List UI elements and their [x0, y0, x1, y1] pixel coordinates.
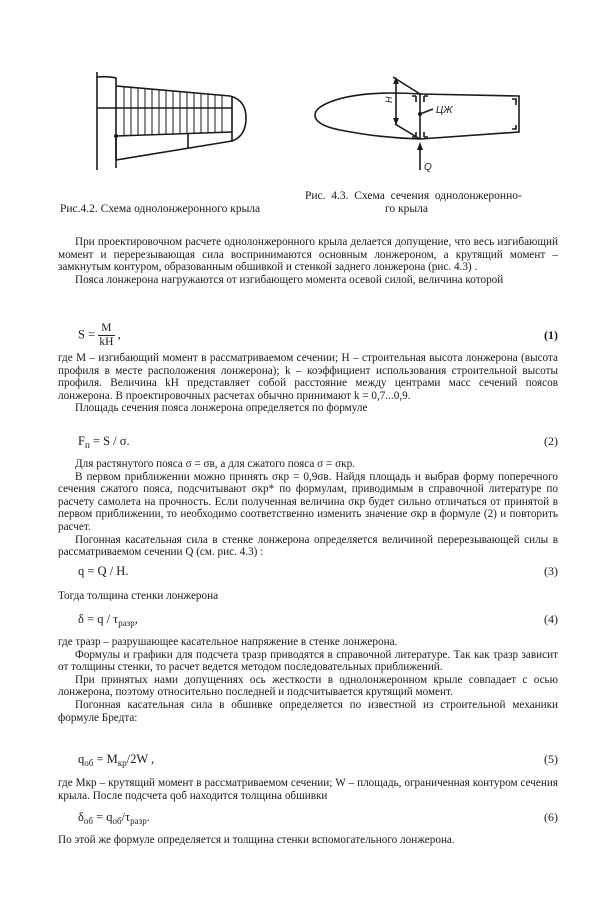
equation-5 — [58, 748, 558, 774]
text-block-5 — [58, 636, 558, 724]
eq1-lhs: S = — [78, 327, 96, 342]
paragraph-5: Для растянутого пояса σ = σв, а для сжатого пояса σ = σкр. — [75, 458, 355, 470]
text-block-3 — [58, 458, 558, 559]
eq6-main: δ — [78, 810, 84, 824]
text-block-4 — [58, 590, 558, 603]
label-center-of-rigidity: ЦЖ — [436, 105, 453, 116]
eq6-number: (6) — [544, 810, 558, 824]
figure-4-3-caption-line2: го крыла — [385, 203, 428, 215]
eq5-main: q — [78, 752, 85, 766]
eq2-number: (2) — [544, 434, 558, 448]
eq4-rest: , — [134, 612, 138, 626]
eq1-fraction — [98, 322, 114, 349]
eq6-rest: . — [146, 810, 150, 824]
paragraph-11: При принятых нами допущениях ось жесткости в однолонжеронном крыле совпадает с осью лонжерона, поэтому относительно последней и подсчитывается крутящий момент. — [58, 673, 558, 699]
paragraph-6: В первом приближении можно принять σкр = 0,9σв. Найдя площадь и выбрав форму поперечного сечения сжатого пояса, подсчитывают σкр* по формулам, приводимым в справочной литературе по расчету самолета на прочность. Если полученная величина σкр будет сильно отличаться от принятой в первом приближении, то необходимо соответственно изменить значение σкр в формуле (2) и повторить расчет. — [58, 470, 558, 533]
figure-4-3-caption — [305, 190, 545, 216]
equation-2 — [58, 430, 558, 456]
eq6-mid: = q — [92, 810, 113, 824]
equation-1 — [58, 318, 558, 348]
eq5-sub: об — [84, 758, 94, 768]
equation-4 — [58, 608, 558, 634]
eq3-number: (3) — [544, 564, 558, 578]
paragraph-4: Площадь сечения пояса лонжерона определяется по формуле — [75, 402, 368, 415]
eq5-rest: /2W , — [126, 752, 155, 766]
paragraph-9: где τразр – разрушающее касательное напряжение в стенке лонжерона. — [58, 636, 398, 648]
eq2-rest: = S / σ. — [89, 434, 130, 448]
paragraph-10: Формулы и графики для подсчета τразр приводятся в справочной литературе. Так как τразр зависит от толщины стенки, то расчет ведется методом последовательных приближений. — [58, 648, 558, 674]
eq4-sub: разр — [118, 618, 135, 628]
equation-3 — [58, 560, 558, 586]
eq2-main: F — [78, 434, 85, 448]
paragraph-7: Погонная касательная сила в стенке лонжерона определяется величиной перерезывающей силы в рассматриваемом сечении Q (см. рис. 4.3) : — [58, 533, 558, 559]
eq5-sub2: кр — [117, 758, 127, 768]
figure-4-2-wing-planform — [80, 60, 260, 170]
text-block-1 — [58, 236, 558, 286]
paragraph-14: По этой же формуле определяется и толщина стенки вспомогательного лонжерона. — [58, 834, 455, 846]
paragraph-13: где Mкр – крутящий момент в рассматриваемом сечении; W – площадь, ограниченная контуром сечения крыла. После подсчета qоб находится толщина обшивки — [58, 777, 558, 802]
figure-4-3-wing-section — [300, 70, 540, 180]
figure-4-2-caption: Рис.4.2. Схема однолонжеронного крыла — [60, 203, 261, 215]
paragraph-12: Погонная касательная сила в обшивке определяется по известной из строительной механики формуле Бредта: — [58, 698, 558, 724]
paragraph-1: При проектировочном расчете однолонжеронного крыла делается допущение, что весь изгибающий момент и перерезывающая сила воспринимаются основным лонжероном, а крутящий момент – замкнутым контуром, образованным обшивкой и стенкой заднего лонжерона (рис. 4.3) . — [58, 236, 558, 274]
eq2-sub: п — [84, 440, 90, 450]
eq6-sub2: об — [112, 816, 122, 826]
label-H: H — [384, 96, 394, 103]
equation-6 — [58, 806, 558, 832]
eq1-numerator: M — [98, 322, 114, 336]
eq6-sub: об — [83, 816, 93, 826]
eq6-sub3: разр — [130, 816, 147, 826]
paragraph-3: где M – изгибающий момент в рассматриваемом сечении; H – строительная высота лонжерона (высота профиля в месте расположения лонжерона); k – коэффициент использования строительной высоты профиля. Величина kH представляет собой расстояние между центрами масс сечений поясов лонжерона. В проектировочных расчетах обычно принимают k = 0,7...0,9. — [58, 352, 558, 402]
eq5-number: (5) — [544, 752, 558, 766]
eq1-number: (1) — [544, 328, 558, 342]
eq3-expr: q = Q / H. — [78, 564, 129, 578]
eq4-main: δ = q / τ — [78, 612, 119, 626]
figure-4-3-caption-line1: Рис. 4.3. Схема сечения однолонжеронно- — [305, 190, 522, 202]
eq6-mid2: /τ — [121, 810, 131, 824]
text-block-7 — [58, 834, 558, 847]
eq1-denominator: kH — [99, 336, 114, 348]
eq1-tail: , — [117, 327, 121, 342]
label-Q: Q — [424, 162, 432, 173]
eq4-number: (4) — [544, 612, 558, 626]
eq5-mid: = M — [93, 752, 118, 766]
text-block-2 — [58, 352, 558, 415]
paragraph-8: Тогда толщина стенки лонжерона — [58, 590, 219, 602]
text-block-6 — [58, 777, 558, 802]
paragraph-2: Пояса лонжерона нагружаются от изгибающего момента осевой силой, величина которой — [75, 273, 504, 286]
